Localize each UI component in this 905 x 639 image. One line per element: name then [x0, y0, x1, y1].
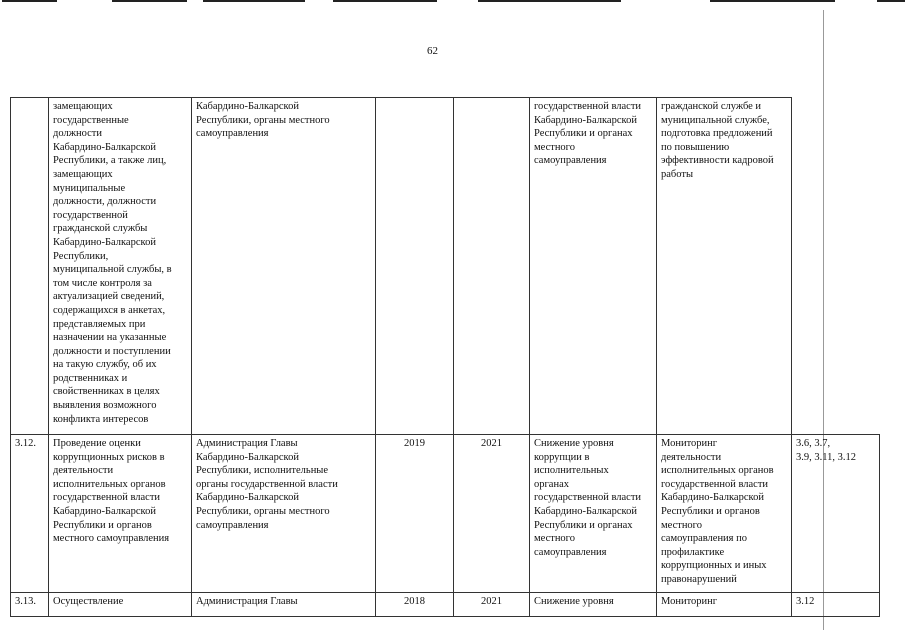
executor-cell: Администрация Главы — [192, 593, 376, 617]
result-cell: Снижение уровня коррупции в исполнительных органах государственной власти Кабардино-Балкарской Республики и органах местного самоуправления — [530, 435, 657, 593]
result-cell: государственной власти Кабардино-Балкарской Республики и органах местного самоуправления — [530, 98, 657, 435]
table-row — [11, 98, 880, 435]
row-number: 3.13. — [11, 593, 49, 617]
page-number: 62 — [427, 45, 438, 57]
scan-artifact-line — [2, 0, 57, 2]
row-number: 3.12. — [11, 435, 49, 593]
end-year-cell — [454, 98, 530, 435]
scan-artifact-line — [203, 0, 305, 2]
measure-cell: Осуществление — [49, 593, 192, 617]
scan-artifact-line — [877, 0, 905, 2]
row-number — [11, 98, 49, 435]
start-year-cell — [376, 98, 454, 435]
link-cell: 3.12 — [792, 593, 880, 617]
scan-artifact-line — [333, 0, 437, 2]
table-row — [11, 435, 880, 593]
indicator-cell: Мониторинг — [657, 593, 792, 617]
scan-artifact-line — [478, 0, 621, 2]
measures-table — [10, 97, 880, 617]
indicator-cell: Мониторинг деятельности исполнительных органов государственной власти Кабардино-Балкарской Республики и органов местного самоуправления по профилактике коррупционных и иных правонарушений — [657, 435, 792, 593]
scan-artifact-line — [710, 0, 835, 2]
table-row — [11, 593, 880, 617]
executor-cell: Кабардино-Балкарской Республики, органы местного самоуправления — [192, 98, 376, 435]
start-year-cell: 2018 — [376, 593, 454, 617]
link-cell — [792, 98, 880, 435]
executor-cell: Администрация Главы Кабардино-Балкарской Республики, исполнительные органы государственной власти Кабардино-Балкарской Республики, органы местного самоуправления — [192, 435, 376, 593]
start-year-cell: 2019 — [376, 435, 454, 593]
result-cell: Снижение уровня — [530, 593, 657, 617]
measure-cell: замещающих государственные должности Кабардино-Балкарской Республики, а также лиц, замещающих муниципальные должности, должности государственной гражданской службы Кабардино-Балкарской Республики, муниципальной службы, в том числе контроля за актуализацией сведений, содержащихся в анкетах, представляемых при назначении на указанные должности и поступлении на такую службу, об их родственниках и свойственниках в целях выявления возможного конфликта интересов — [49, 98, 192, 435]
indicator-cell: гражданской службе и муниципальной службе, подготовка предложений по повышению эффективности кадровой работы — [657, 98, 792, 435]
link-cell: 3.6, 3.7, 3.9, 3.11, 3.12 — [792, 435, 880, 593]
scan-artifact-line — [112, 0, 187, 2]
end-year-cell: 2021 — [454, 593, 530, 617]
end-year-cell: 2021 — [454, 435, 530, 593]
measure-cell: Проведение оценки коррупционных рисков в деятельности исполнительных органов государственной власти Кабардино-Балкарской Республики и органов местного самоуправления — [49, 435, 192, 593]
